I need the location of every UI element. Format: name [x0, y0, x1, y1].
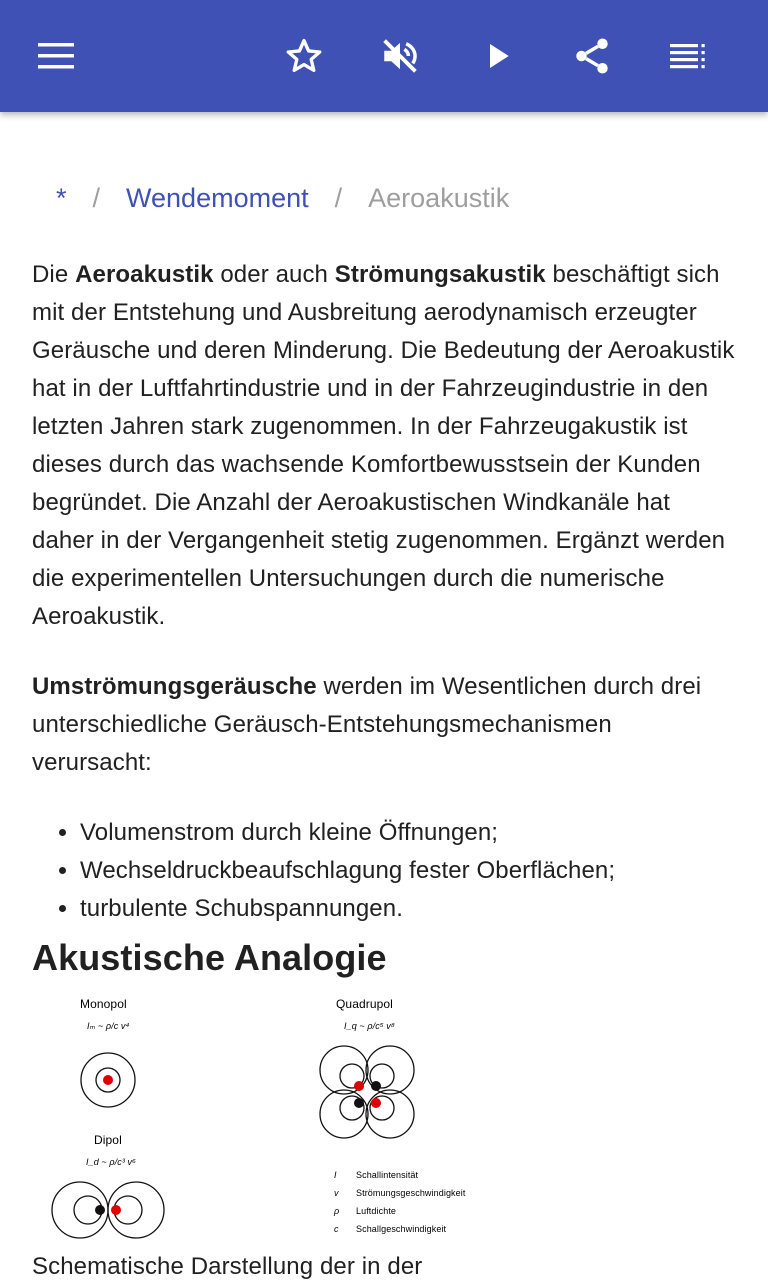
article-body: [32, 256, 738, 1280]
dipol-lobes: [52, 1182, 164, 1238]
figure-legend: [333, 1170, 466, 1234]
breadcrumb-separator: /: [334, 183, 343, 213]
figure-akustische-analogie[interactable]: [32, 992, 492, 1242]
mechanism-list: [32, 814, 738, 928]
legend-text: Schallgeschwindigkeit: [356, 1224, 447, 1234]
quadrupol-source-dot: [354, 1081, 364, 1091]
app-bar: [0, 0, 768, 112]
list-item: • Volumenstrom durch kleine Öffnungen;: [80, 814, 738, 852]
figure-caption: Schematische Darstellung der in der: [32, 1253, 423, 1280]
legend-symbol: I: [334, 1170, 337, 1180]
legend-symbol: ρ: [334, 1206, 340, 1216]
paragraph-mechanisms: [32, 668, 738, 782]
legend-text: Schallintensität: [356, 1170, 419, 1180]
star-outline-icon[interactable]: [276, 28, 332, 84]
volume-off-icon[interactable]: [372, 28, 428, 84]
dipol-sink-dot: [95, 1205, 105, 1215]
text-run: oder auch: [213, 261, 335, 288]
text-run: Die: [32, 261, 76, 288]
multipole-diagram: [32, 992, 492, 1242]
section-heading: Akustische Analogie: [32, 937, 387, 978]
quadrupol-sink-dot: [354, 1098, 364, 1108]
quadrupol-formula: I_q ~ ρ/c⁵ v⁸: [344, 1021, 395, 1031]
breadcrumb-parent-link[interactable]: Wendemoment: [126, 183, 309, 213]
toc-list-icon[interactable]: [660, 28, 716, 84]
content-area: [0, 112, 768, 1280]
paragraph-intro: [32, 256, 738, 636]
legend-symbol: c: [334, 1224, 339, 1234]
share-icon[interactable]: [564, 28, 620, 84]
dipol-formula: I_d ~ ρ/c³ v⁶: [86, 1157, 136, 1167]
text-run: werden im Wesentlichen durch drei unterschiedliche Geräusch-Entstehungsmechanismen verursacht:: [32, 673, 702, 776]
bold-term-stroemungsakustik: Strömungsakustik: [334, 261, 546, 288]
legend-text: Luftdichte: [356, 1206, 397, 1216]
breadcrumb-separator: /: [92, 183, 101, 213]
play-icon[interactable]: [470, 28, 526, 84]
monopol-label: Monopol: [80, 997, 127, 1011]
breadcrumb: [56, 182, 509, 214]
list-item: • Wechseldruckbeaufschlagung fester Oberflächen;: [80, 852, 738, 890]
text-run: beschäftigt sich mit der Entstehung und Ausbreitung aerodynamisch erzeugter Geräusche und deren Minderung. Die Bedeutung der Aeroakustik hat in der Luftfahrtindustrie und in der Fahrzeugindustrie in den letzten Jahren stark zugenommen. In der Fahrzeugakustik ist dieses durch das wachsende Komfortbewusstsein der Kunden begründet. Die Anzahl der Aeroakustischen Windkanäle hat daher in der Vergangenheit stetig zugenommen. Ergänzt werden die experimentellen Untersuchungen durch die numerische Aeroakustik.: [32, 261, 735, 630]
quadrupol-sink-dot: [371, 1081, 381, 1091]
dipol-source-dot: [111, 1205, 121, 1215]
bold-term-umstroemungsgeraeusche: Umströmungsgeräusche: [32, 673, 317, 700]
breadcrumb-root-link[interactable]: *: [56, 183, 67, 213]
monopol-source-dot: [103, 1075, 113, 1085]
list-item: • turbulente Schubspannungen.: [80, 890, 738, 928]
bold-term-aeroakustik: Aeroakustik: [75, 261, 214, 288]
breadcrumb-current: Aeroakustik: [368, 183, 510, 213]
quadrupol-label: Quadrupol: [336, 997, 393, 1011]
menu-icon[interactable]: [28, 28, 84, 84]
legend-text: Strömungsgeschwindigkeit: [356, 1188, 466, 1198]
dipol-label: Dipol: [94, 1133, 122, 1147]
quadrupol-lobes: [320, 1046, 414, 1138]
legend-symbol: v: [334, 1188, 339, 1198]
quadrupol-source-dot: [371, 1098, 381, 1108]
monopol-formula: Iₘ ~ ρ/c v⁴: [87, 1021, 130, 1031]
